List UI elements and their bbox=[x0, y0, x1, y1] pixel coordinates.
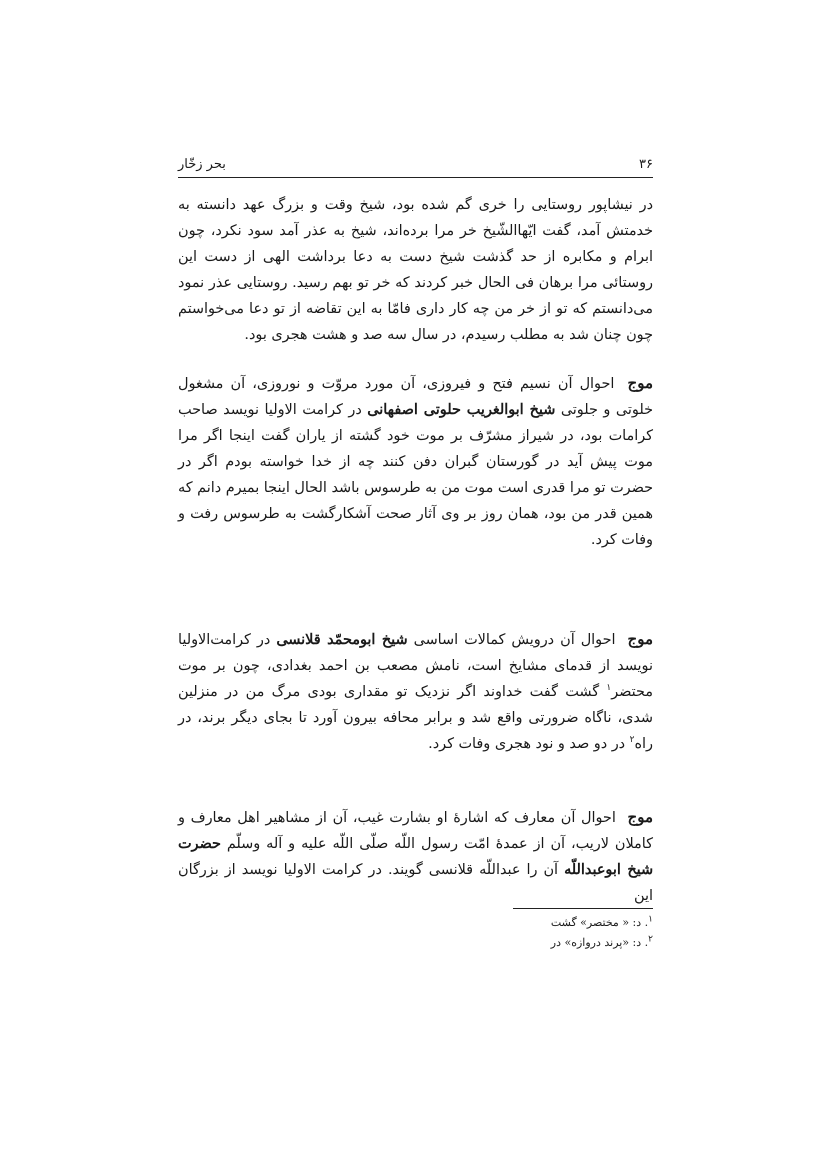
paragraph-2 bbox=[178, 370, 653, 553]
person-name: شیخ ابوالغریب حلوتی اصفهانی bbox=[367, 401, 556, 418]
paragraph-lead: موج bbox=[627, 808, 653, 826]
paragraph-lead: موج bbox=[627, 630, 653, 648]
paragraph-lead: موج bbox=[627, 374, 653, 392]
footnote-2 bbox=[353, 934, 653, 952]
footnote-ref[interactable]: ۲ bbox=[629, 735, 635, 746]
person-name: شیخ ابوعبداللّه bbox=[564, 861, 654, 878]
person-name: حضرت bbox=[178, 835, 221, 852]
document-page bbox=[178, 0, 653, 1169]
footnote-number: ۱ bbox=[648, 914, 653, 925]
paragraph-3 bbox=[178, 626, 653, 757]
paragraph-text: در دو صد و نود هجری وفات کرد. bbox=[428, 736, 626, 752]
paragraph-text: احوال آن نسیم فتح و فیروزی، آن مورد مروّت و نوروزی، آن مشغول خلوتی و جلوتی bbox=[178, 376, 653, 418]
paragraph-4 bbox=[178, 804, 653, 909]
paragraph-text: آن را عبداللّه قلانسی گویند. در کرامت الاولیا نویسد از بزرگان این bbox=[178, 862, 653, 904]
paragraph-1: در نیشاپور روستایی را خری گم شده بود، شیخ وقت و بزرگ عهد دانسته به خدمتش آمد، گفت ایّهاالشّیخ خر مرا برده‌اند، شیخ به عذر آمد سود نکرد، چون ابرام و مکابره از حد گذشت شیخ دست به دعا برداشت الهی از دست این روستائی مرا برهان فی الحال خبر کردند که خر تو بهم رسید. روستایی عذر نمود می‌دانستم که تو از خر من چه کار داری فامّا به این تقاضه از تو دعا می‌خواستم چون چنان شد به مطلب رسیدم، در سال سه صد و هشت هجری بود. bbox=[178, 197, 653, 343]
page-header bbox=[178, 146, 653, 172]
paragraph-text: در کرامت الاولیا نویسد صاحب کرامات بود، در شیراز مشرّف بر موت خود گشته از یاران گفت اینجا اگر مرا موت پیش آید در گورستان گبران دفن کنند چه از خدا خواسته بودم اگر در حضرت تو مرا قدری است موت من به طرسوس باشد الحال اینجا بمیرم دانم که همین قدر من بود، همان روز بر وی آثار صحت آشکارگشت به طرسوس رفت و وفات کرد. bbox=[178, 402, 653, 548]
footnote-rule bbox=[513, 908, 653, 909]
paragraph-text: گشت گفت خداوند اگر نزدیک تو مقداری بودی مرگ من در منزلین شدی، ناگاه ضرورتی واقع شد و برابر محافه بیرون آورد تا بجای دیگر برند، در راه bbox=[178, 684, 653, 752]
header-rule bbox=[178, 177, 653, 178]
paragraph-text: احوال آن درویش کمالات اساسی bbox=[413, 632, 616, 648]
footnote-text: . د: « مختصر» گشت bbox=[550, 916, 649, 929]
page-number: ۳۶ bbox=[639, 157, 653, 172]
paragraph-text: احوال آن معارف که اشارهٔ او بشارت غیب، آن از مشاهیر اهل معارف و کاملان لاریب، آن از عمدهٔ امّت رسول اللّه صلّی اللّه علیه و آله وسلّم bbox=[178, 810, 653, 852]
paragraph-text: در کرامت‌الاولیا نویسد از قدمای مشایخ است، نامش مصعب بن احمد بغدادی، چون بر موت محتضر bbox=[178, 632, 653, 700]
footnote-1 bbox=[353, 914, 653, 932]
person-name: شیخ ابومحمّد قلانسی bbox=[276, 631, 408, 648]
footnote-number: ۲ bbox=[648, 934, 653, 945]
footnote-ref[interactable]: ۱ bbox=[606, 683, 612, 694]
running-title: بحر زخّار bbox=[178, 157, 226, 172]
footnote-text: . د: «پرند دروازه» در bbox=[550, 936, 649, 949]
